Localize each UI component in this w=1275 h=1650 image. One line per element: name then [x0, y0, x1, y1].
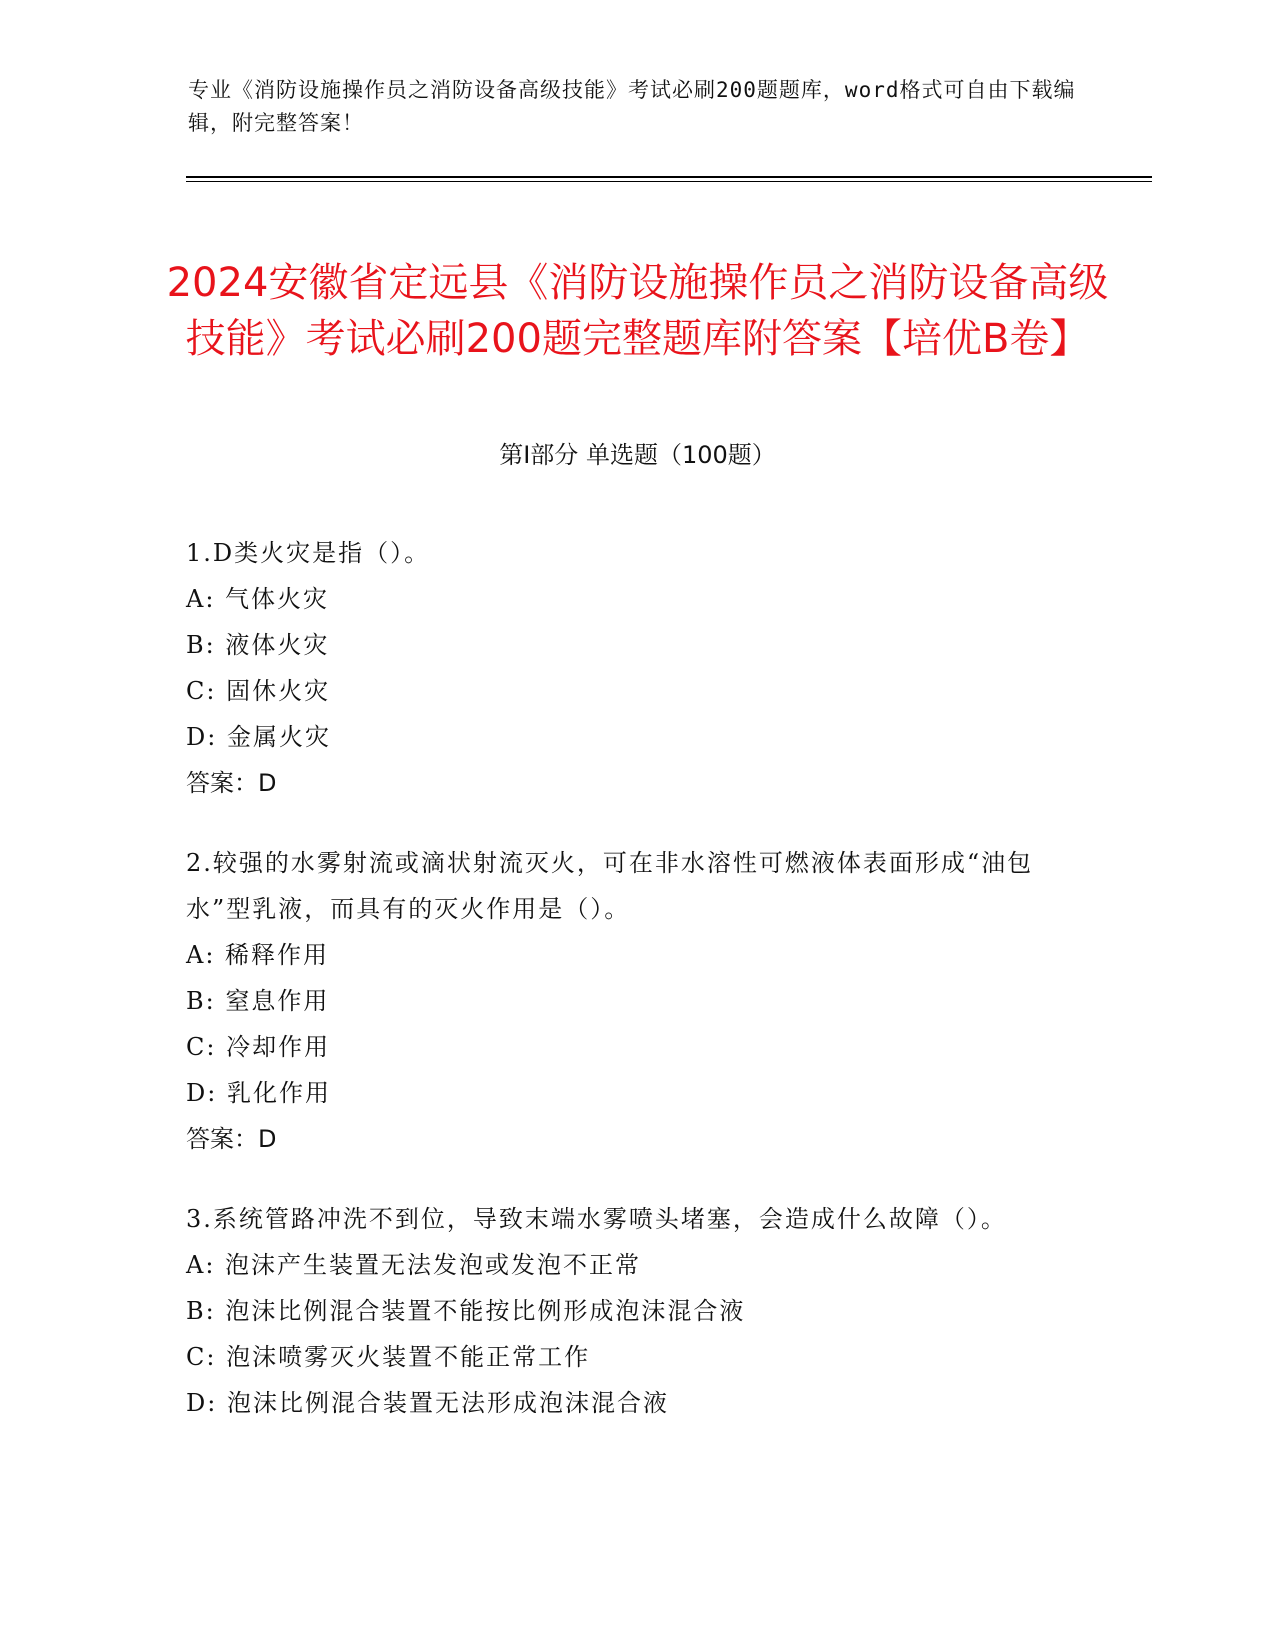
option-b: B: 液体火灾 [186, 631, 330, 659]
question-2 [186, 840, 1066, 1162]
option-c: C: 冷却作用 [186, 1033, 331, 1061]
option-d: D: 乳化作用 [186, 1079, 331, 1107]
option-b: B: 窒息作用 [186, 987, 330, 1015]
option-a: A: 稀释作用 [186, 941, 330, 969]
option-d: D: 金属火灾 [186, 723, 331, 751]
question-stem: 3.系统管路冲洗不到位，导致末端水雾喷头堵塞，会造成什么故障（）。 [186, 1205, 1007, 1233]
answer-line: 答案：D [186, 1125, 277, 1153]
answer-line: 答案：D [186, 769, 277, 797]
question-1 [186, 530, 1066, 806]
option-c: C: 泡沫喷雾灭火装置不能正常工作 [186, 1343, 591, 1371]
option-b: B: 泡沫比例混合装置不能按比例形成泡沫混合液 [186, 1297, 746, 1325]
option-d: D: 泡沫比例混合装置无法形成泡沫混合液 [186, 1389, 669, 1417]
option-a: A: 泡沫产生装置无法发泡或发泡不正常 [186, 1251, 642, 1279]
header-divider [186, 176, 1152, 178]
header-divider-thin [186, 181, 1152, 182]
question-3 [186, 1196, 1066, 1426]
option-a: A: 气体火灾 [186, 585, 330, 613]
question-list [186, 530, 1066, 1460]
option-c: C: 固休火灾 [186, 677, 331, 705]
question-stem: 2.较强的水雾射流或滴状射流灭火，可在非水溶性可燃液体表面形成“油包水”型乳液，而具有的灭火作用是（）。 [186, 849, 1034, 923]
header-note: 专业《消防设施操作员之消防设备高级技能》考试必刷200题题库，word格式可自由下载编辑，附完整答案！ [188, 78, 1076, 135]
section-title: 第Ⅰ部分 单选题（100题） [499, 441, 776, 469]
document-title: 2024安徽省定远县《消防设施操作员之消防设备高级技能》考试必刷200题完整题库附答案【培优B卷】 [166, 259, 1109, 362]
question-stem: 1.D类火灾是指（）。 [186, 539, 431, 567]
